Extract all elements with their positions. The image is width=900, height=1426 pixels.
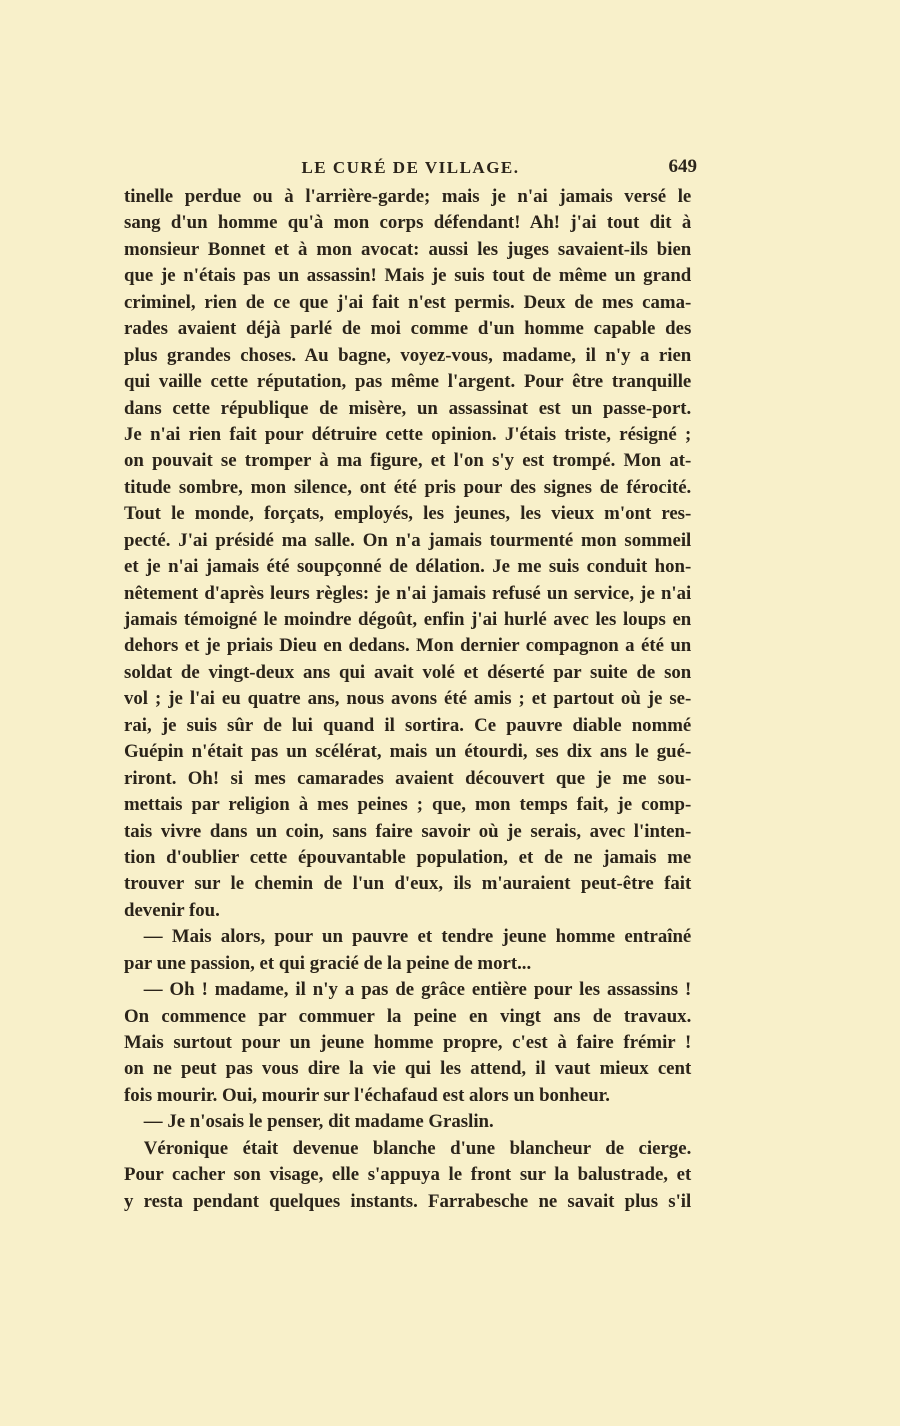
text-line: jamais témoigné le moindre dégoût, enfin j'ai hurlé avec les loups en xyxy=(124,609,692,630)
text-line: riront. Oh! si mes camarades avaient découvert que je me sou- xyxy=(124,767,692,789)
text-line: sang d'un homme qu'à mon corps défendant! Ah! j'ai tout dit à xyxy=(124,212,692,234)
text-line: trouver sur le chemin de l'un d'eux, ils m'auraient peut-être fait xyxy=(124,873,692,895)
text-line: on ne peut pas vous dire la vie qui les attend, il vaut mieux cent xyxy=(124,1058,692,1080)
text-line: par une passion, et qui gracié de la peine de mort... xyxy=(124,952,532,974)
text-line: Je n'ai rien fait pour détruire cette opinion. J'étais triste, résigné ; xyxy=(124,423,692,445)
text-line: qui vaille cette réputation, pas même l'argent. Pour être tranquille xyxy=(124,371,692,393)
text-line: — Oh ! madame, il n'y a pas de grâce entière pour les assassins ! xyxy=(143,979,692,1001)
text-line: on pouvait se tromper à ma figure, et l'on s'y est trompé. Mon at- xyxy=(124,450,692,472)
text-line: plus grandes choses. Au bagne, voyez-vous, madame, il n'y a rien xyxy=(124,344,692,366)
text-line: mettais par religion à mes peines ; que, mon temps fait, je comp- xyxy=(124,794,692,816)
text-line: Pour cacher son visage, elle s'appuya le front sur la balustrade, et xyxy=(124,1164,692,1186)
page-number: 649 xyxy=(668,156,697,177)
text-line: pecté. J'ai présidé ma salle. On n'a jamais tourmenté mon sommeil xyxy=(124,529,692,551)
text-line: dehors et je priais Dieu en dedans. Mon dernier compagnon a été un xyxy=(124,635,692,657)
running-title: LE CURÉ DE VILLAGE. xyxy=(301,158,520,177)
text-line: dans cette république de misère, un assassinat est un passe-port. xyxy=(124,397,692,419)
text-line: Tout le monde, forçats, employés, les jeunes, les vieux m'ont res- xyxy=(124,503,692,525)
text-line: que je n'étais pas un assassin! Mais je suis tout de même un grand xyxy=(124,265,692,287)
text-line: vol ; je l'ai eu quatre ans, nous avons été amis ; et partout où je se- xyxy=(124,688,692,710)
text-line: et je n'ai jamais été soupçonné de délation. Je me suis conduit hon- xyxy=(124,556,692,578)
text-line: monsieur Bonnet et à mon avocat: aussi les juges savaient-ils bien xyxy=(124,238,692,260)
text-line: devenir fou. xyxy=(124,899,220,921)
text-line: criminel, rien de ce que j'ai fait n'est permis. Deux de mes cama- xyxy=(124,291,692,313)
text-line: tinelle perdue ou à l'arrière-garde; mais je n'ai jamais versé le xyxy=(124,186,692,207)
text-line: — Je n'osais le penser, dit madame Graslin. xyxy=(143,1111,494,1133)
text-line: tais vivre dans un coin, sans faire savoir où je serais, avec l'inten- xyxy=(124,820,692,842)
text-line: Véronique était devenue blanche d'une blancheur de cierge. xyxy=(143,1137,692,1159)
text-line: Mais surtout pour un jeune homme propre, c'est à faire frémir ! xyxy=(124,1032,692,1053)
text-line: titude sombre, mon silence, ont été pris pour des signes de férocité. xyxy=(124,476,692,498)
text-line: soldat de vingt-deux ans qui avait volé et déserté par suite de son xyxy=(124,661,692,683)
text-line: — Mais alors, pour un pauvre et tendre jeune homme entraîné xyxy=(143,926,692,948)
text-line: rades avaient déjà parlé de moi comme d'un homme capable des xyxy=(124,318,692,340)
text-line: fois mourir. Oui, mourir sur l'échafaud est alors un bonheur. xyxy=(124,1084,610,1106)
text-line: Guépin n'était pas un scélérat, mais un étourdi, ses dix ans le gué- xyxy=(124,741,692,763)
text-line: rai, je suis sûr de lui quand il sortira. Ce pauvre diable nommé xyxy=(124,714,692,736)
text-line: y resta pendant quelques instants. Farrabesche ne savait plus s'il xyxy=(124,1190,692,1212)
page-body-text xyxy=(124,184,697,1215)
text-line: On commence par commuer la peine en vingt ans de travaux. xyxy=(124,1005,692,1027)
text-line: nêtement d'après leurs règles: je n'ai jamais refusé un service, je n'ai xyxy=(124,582,692,604)
running-header xyxy=(124,156,697,182)
text-line: tion d'oublier cette épouvantable population, et de ne jamais me xyxy=(124,846,692,868)
